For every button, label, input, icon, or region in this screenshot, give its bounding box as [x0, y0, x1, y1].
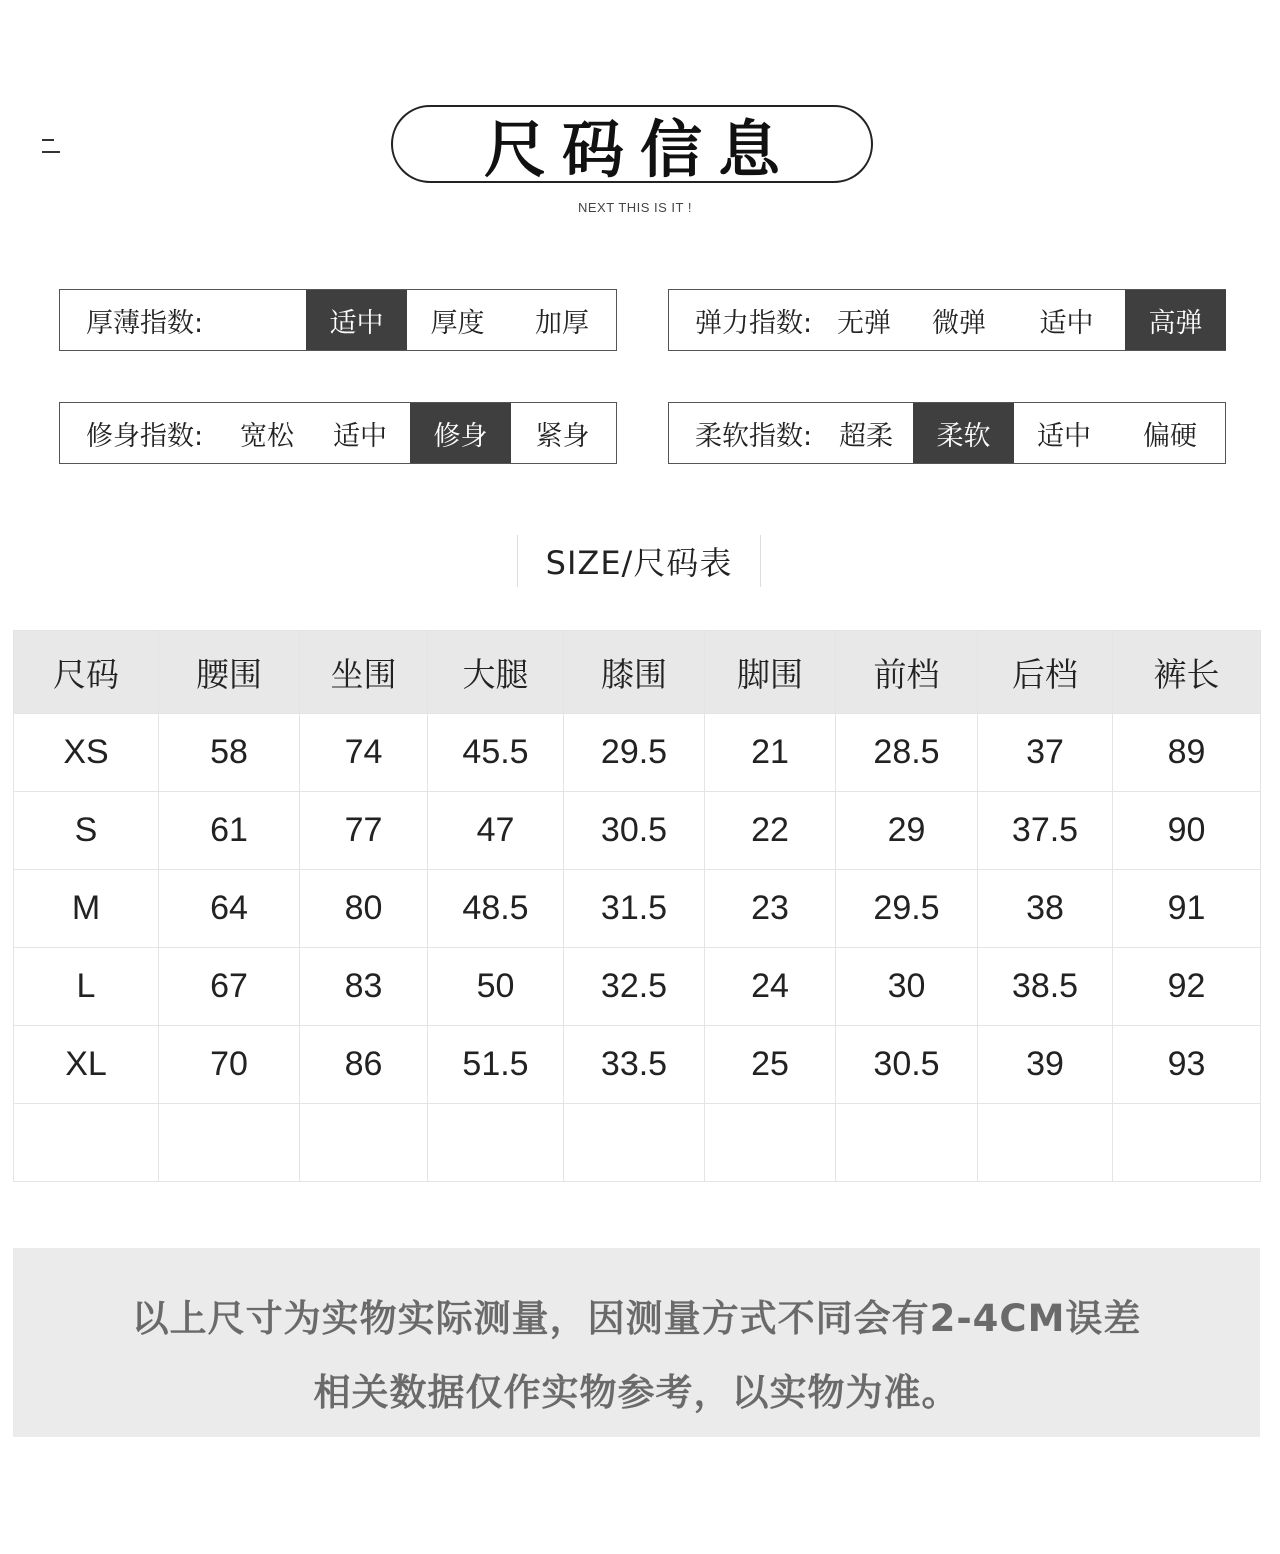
column-header: 前档	[836, 631, 978, 714]
index-option: 超柔	[839, 420, 893, 452]
measurement-cell: 89	[1113, 714, 1261, 792]
measurement-cell: 33.5	[564, 1026, 705, 1104]
measurement-cell: 77	[300, 792, 428, 870]
measurement-cell: 47	[428, 792, 564, 870]
size-cell: S	[14, 792, 159, 870]
size-cell: L	[14, 948, 159, 1026]
measurement-cell: 38.5	[978, 948, 1113, 1026]
column-header: 尺码	[14, 631, 159, 714]
index-option: 适中	[1037, 420, 1091, 452]
measurement-cell: 29.5	[836, 870, 978, 948]
measurement-cell: 30	[836, 948, 978, 1026]
index-option: 无弹	[837, 307, 891, 339]
measurement-cell: 37.5	[978, 792, 1113, 870]
measurement-cell: 83	[300, 948, 428, 1026]
measurement-cell: 93	[1113, 1026, 1261, 1104]
table-row	[14, 1104, 1261, 1182]
size-cell: XS	[14, 714, 159, 792]
index-option: 厚度	[430, 307, 485, 339]
index-label: 厚薄指数:	[86, 307, 204, 339]
index-label: 柔软指数:	[695, 420, 813, 452]
measurement-cell: 31.5	[564, 870, 705, 948]
index-thickness	[59, 289, 617, 351]
size-cell: XL	[14, 1026, 159, 1104]
index-option-selected: 适中	[306, 290, 407, 350]
measurement-cell: 37	[978, 714, 1113, 792]
title-banner	[391, 105, 873, 186]
corner-mark-icon	[42, 137, 60, 157]
measurement-cell: 30.5	[564, 792, 705, 870]
measurement-cell: 32.5	[564, 948, 705, 1026]
measurement-cell	[428, 1104, 564, 1182]
measurement-cell	[159, 1104, 300, 1182]
table-row	[14, 948, 1261, 1026]
index-option: 微弹	[932, 307, 986, 339]
measurement-cell: 21	[705, 714, 836, 792]
column-header: 膝围	[564, 631, 705, 714]
measurement-cell: 23	[705, 870, 836, 948]
column-header: 大腿	[428, 631, 564, 714]
index-option-selected: 高弹	[1125, 290, 1226, 350]
column-header: 坐围	[300, 631, 428, 714]
note-line: 以上尺寸为实物实际测量，因测量方式不同会有2-4CM误差	[131, 1297, 1142, 1340]
measurement-cell: 30.5	[836, 1026, 978, 1104]
measurement-cell: 25	[705, 1026, 836, 1104]
measurement-cell: 29.5	[564, 714, 705, 792]
table-row	[14, 1026, 1261, 1104]
index-fit	[59, 402, 617, 464]
measurement-cell: 74	[300, 714, 428, 792]
measurement-cell: 91	[1113, 870, 1261, 948]
column-header: 裤长	[1113, 631, 1261, 714]
index-option: 适中	[333, 420, 387, 452]
measurement-cell	[836, 1104, 978, 1182]
measurement-cell	[1113, 1104, 1261, 1182]
measurement-cell: 67	[159, 948, 300, 1026]
index-option: 宽松	[240, 420, 294, 452]
index-option-selected: 修身	[410, 403, 511, 463]
measurement-cell: 61	[159, 792, 300, 870]
index-softness	[668, 402, 1226, 464]
measurement-cell	[300, 1104, 428, 1182]
table-header-row	[14, 631, 1261, 714]
measurement-cell: 29	[836, 792, 978, 870]
measurement-cell	[705, 1104, 836, 1182]
index-option: 紧身	[535, 420, 590, 452]
index-option-selected: 柔软	[913, 403, 1014, 463]
size-table-heading: SIZE/尺码表	[517, 535, 761, 587]
measurement-cell: 80	[300, 870, 428, 948]
measurement-cell: 22	[705, 792, 836, 870]
index-elasticity	[668, 289, 1226, 351]
table-row	[14, 714, 1261, 792]
note-line: 相关数据仅作实物参考，以实物为准。	[313, 1371, 960, 1414]
index-option: 加厚	[535, 307, 589, 339]
measurement-cell: 58	[159, 714, 300, 792]
size-table	[13, 630, 1261, 1182]
measurement-cell: 45.5	[428, 714, 564, 792]
measurement-note	[13, 1248, 1260, 1437]
column-header: 腰围	[159, 631, 300, 714]
measurement-cell: 38	[978, 870, 1113, 948]
size-cell	[14, 1104, 159, 1182]
column-header: 后档	[978, 631, 1113, 714]
measurement-cell: 28.5	[836, 714, 978, 792]
measurement-cell: 24	[705, 948, 836, 1026]
measurement-cell: 90	[1113, 792, 1261, 870]
measurement-cell: 86	[300, 1026, 428, 1104]
measurement-cell: 50	[428, 948, 564, 1026]
index-label: 弹力指数:	[695, 307, 813, 339]
measurement-cell: 64	[159, 870, 300, 948]
measurement-cell: 39	[978, 1026, 1113, 1104]
measurement-cell: 48.5	[428, 870, 564, 948]
measurement-cell: 92	[1113, 948, 1261, 1026]
measurement-cell	[564, 1104, 705, 1182]
table-row	[14, 792, 1261, 870]
page-subtitle: NEXT THIS IS IT !	[578, 200, 692, 215]
index-option: 偏硬	[1143, 420, 1197, 452]
measurement-cell: 70	[159, 1026, 300, 1104]
page-title: 尺码信息	[483, 112, 796, 186]
measurement-cell	[978, 1104, 1113, 1182]
table-row	[14, 870, 1261, 948]
index-option: 适中	[1039, 307, 1094, 339]
measurement-cell: 51.5	[428, 1026, 564, 1104]
index-label: 修身指数:	[86, 420, 204, 452]
size-cell: M	[14, 870, 159, 948]
column-header: 脚围	[705, 631, 836, 714]
